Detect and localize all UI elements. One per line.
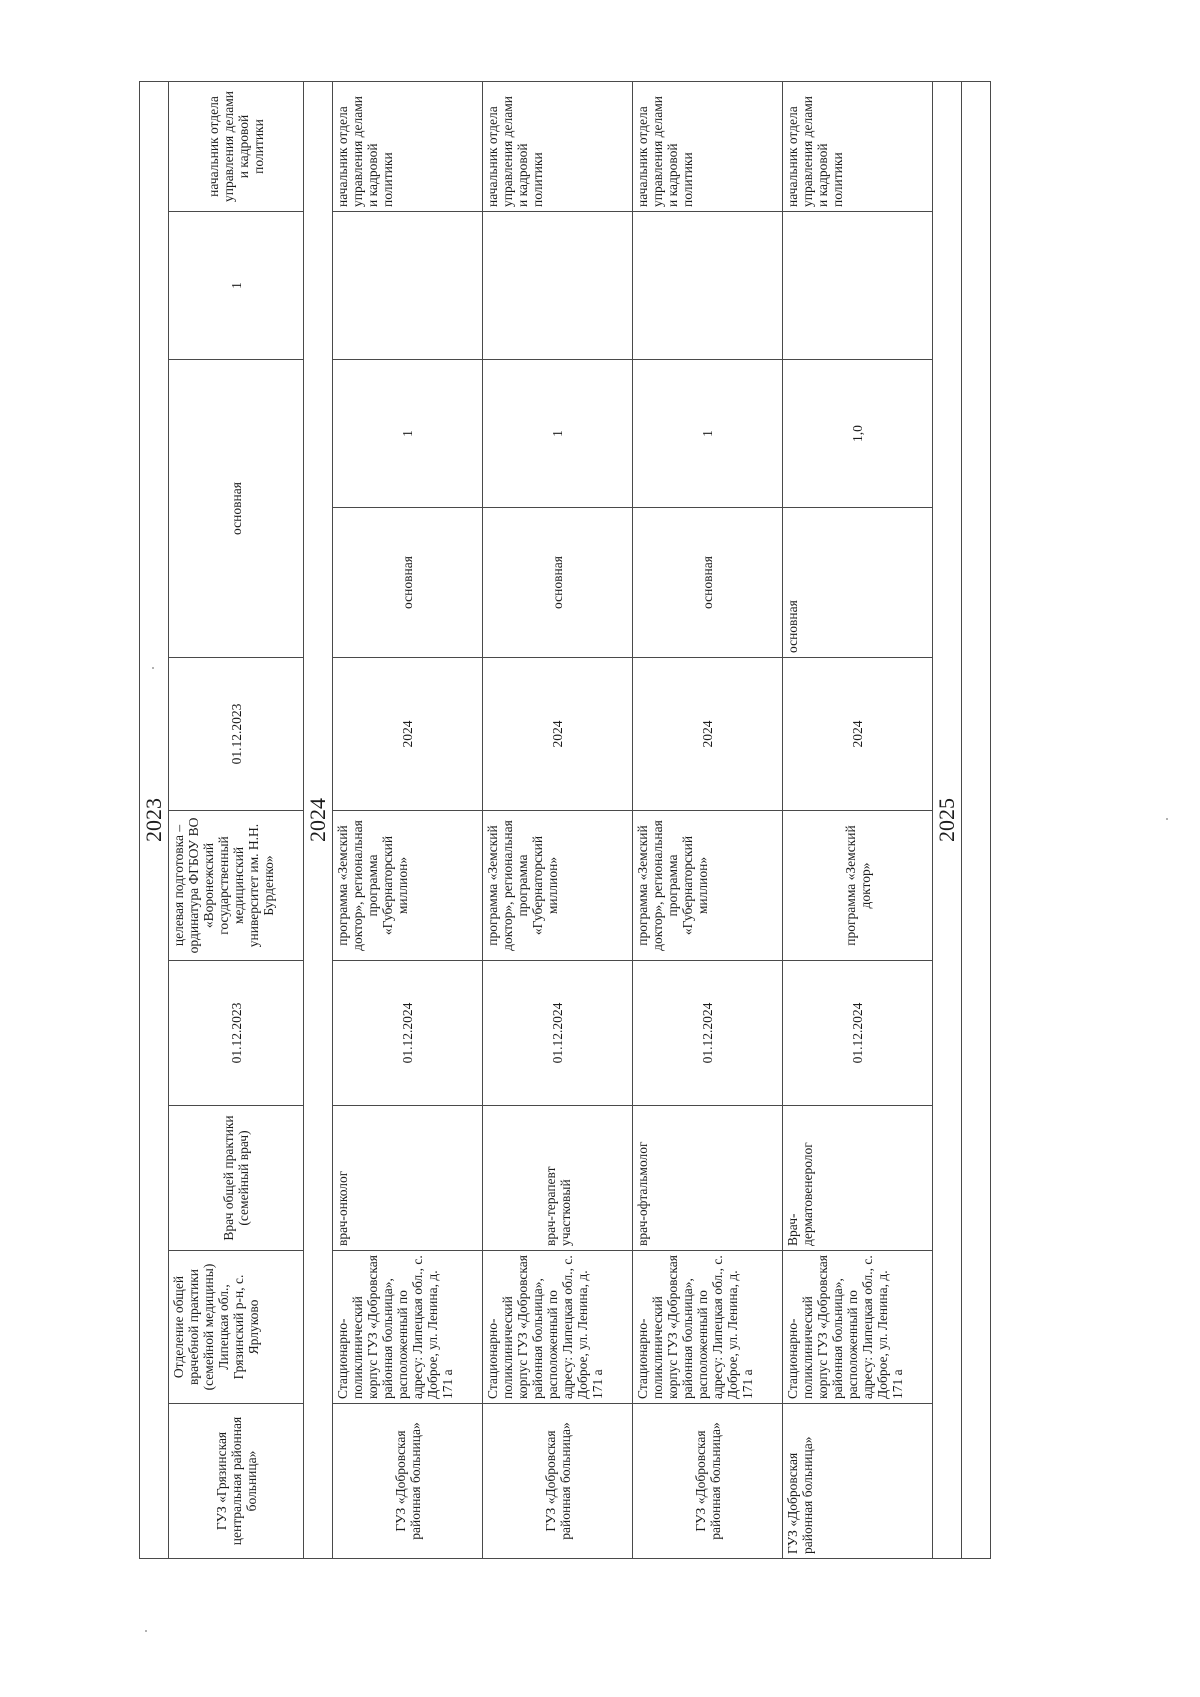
employment-type-cell: основная [333, 508, 483, 658]
year-cell: 01.12.2023 [169, 658, 304, 811]
rotated-table-container [139, 82, 1045, 1559]
organization-cell: ГУЗ «Добровская районная больница» [333, 1404, 483, 1559]
date-cell: 01.12.2024 [483, 961, 633, 1106]
rate-cell: 1,0 [783, 360, 933, 508]
responsible-cell: начальник отдела управления делами и кадровой политики [633, 82, 783, 212]
extra-cell [483, 212, 633, 360]
table-row [333, 82, 483, 1559]
table-row [783, 82, 933, 1559]
organization-cell: ГУЗ «Добровская районная больница» [483, 1404, 633, 1559]
date-cell: 01.12.2023 [169, 961, 304, 1106]
table-row [483, 82, 633, 1559]
responsible-cell: начальник отдела управления делами и кадровой политики [169, 82, 304, 212]
rate-cell: 1 [333, 360, 483, 508]
employment-type-cell: основная [483, 508, 633, 658]
year-cell: 2024 [483, 658, 633, 811]
rate-cell: 1 [169, 212, 304, 360]
scan-speck [152, 667, 154, 669]
date-cell: 01.12.2024 [333, 961, 483, 1106]
position-cell: врач-онколог [333, 1106, 483, 1251]
program-cell: программа «Земский доктор», региональная программа «Губернаторский миллион» [633, 811, 783, 961]
unit-address-cell: Стационарно-поликлинический корпус ГУЗ «Добровская районная больница», расположенный по адресу: Липецкая обл., с. Доброе, ул. Ленина, д. 171 а [483, 1251, 633, 1404]
year-heading-2023: 2023 [140, 82, 169, 1559]
year-heading-2024: 2024 [304, 82, 333, 1559]
program-cell: программа «Земский доктор» [783, 811, 933, 961]
organization-cell: ГУЗ «Добровская районная больница» [783, 1404, 933, 1559]
unit-address-cell: Отделение общей врачебной практики (семейной медицины) Липецкая обл., Грязинский р-н, с. Ярлуково [169, 1251, 304, 1404]
year-cell: 2024 [633, 658, 783, 811]
position-cell: врач-офтальмолог [633, 1106, 783, 1251]
rate-cell: 1 [483, 360, 633, 508]
program-cell: программа «Земский доктор», региональная программа «Губернаторский миллион» [483, 811, 633, 961]
staffing-plan-table [139, 81, 991, 1559]
extra-cell [633, 212, 783, 360]
scan-speck [1166, 818, 1168, 820]
employment-type-cell: основная [169, 360, 304, 658]
extra-cell [333, 212, 483, 360]
program-cell: целевая подготовка – ординатура ФГБОУ ВО «Воронежский государственный медицинский университет им. Н.Н. Бурденко» [169, 811, 304, 961]
date-cell: 01.12.2024 [633, 961, 783, 1106]
empty-cell [962, 82, 991, 1559]
responsible-cell: начальник отдела управления делами и кадровой политики [333, 82, 483, 212]
position-cell: Врач-дерматовенеролог [783, 1106, 933, 1251]
year-row-2023 [140, 82, 169, 1559]
empty-row [962, 82, 991, 1559]
responsible-cell: начальник отдела управления делами и кадровой политики [783, 82, 933, 212]
extra-cell [783, 212, 933, 360]
table-row [169, 82, 304, 1559]
year-cell: 2024 [783, 658, 933, 811]
organization-cell: ГУЗ «Добровская районная больница» [633, 1404, 783, 1559]
unit-address-cell: Стационарно-поликлинический корпус ГУЗ «Добровская районная больница», расположенный по адресу: Липецкая обл., с. Доброе, ул. Ленина, д. 171 а [333, 1251, 483, 1404]
table-row [633, 82, 783, 1559]
rate-cell: 1 [633, 360, 783, 508]
responsible-cell: начальник отдела управления делами и кадровой политики [483, 82, 633, 212]
position-cell: Врач общей практики (семейный врач) [169, 1106, 304, 1251]
organization-cell: ГУЗ «Грязинская центральная районная больница» [169, 1404, 304, 1559]
employment-type-cell: основная [783, 508, 933, 658]
year-row-2024 [304, 82, 333, 1559]
program-cell: программа «Земский доктор», региональная программа «Губернаторский миллион» [333, 811, 483, 961]
year-row-2025 [933, 82, 962, 1559]
year-cell: 2024 [333, 658, 483, 811]
year-heading-2025: 2025 [933, 82, 962, 1559]
date-cell: 01.12.2024 [783, 961, 933, 1106]
scan-speck [145, 1630, 147, 1632]
position-cell: врач-терапевт участковый [483, 1106, 633, 1251]
unit-address-cell: Стационарно-поликлинический корпус ГУЗ «Добровская районная больница», расположенный по адресу: Липецкая обл., с. Доброе, ул. Ленина, д. 171 а [633, 1251, 783, 1404]
employment-type-cell: основная [633, 508, 783, 658]
unit-address-cell: Стационарно-поликлинический корпус ГУЗ «Добровская районная больница», расположенный по адресу: Липецкая обл., с. Доброе, ул. Ленина, д. 171 а [783, 1251, 933, 1404]
